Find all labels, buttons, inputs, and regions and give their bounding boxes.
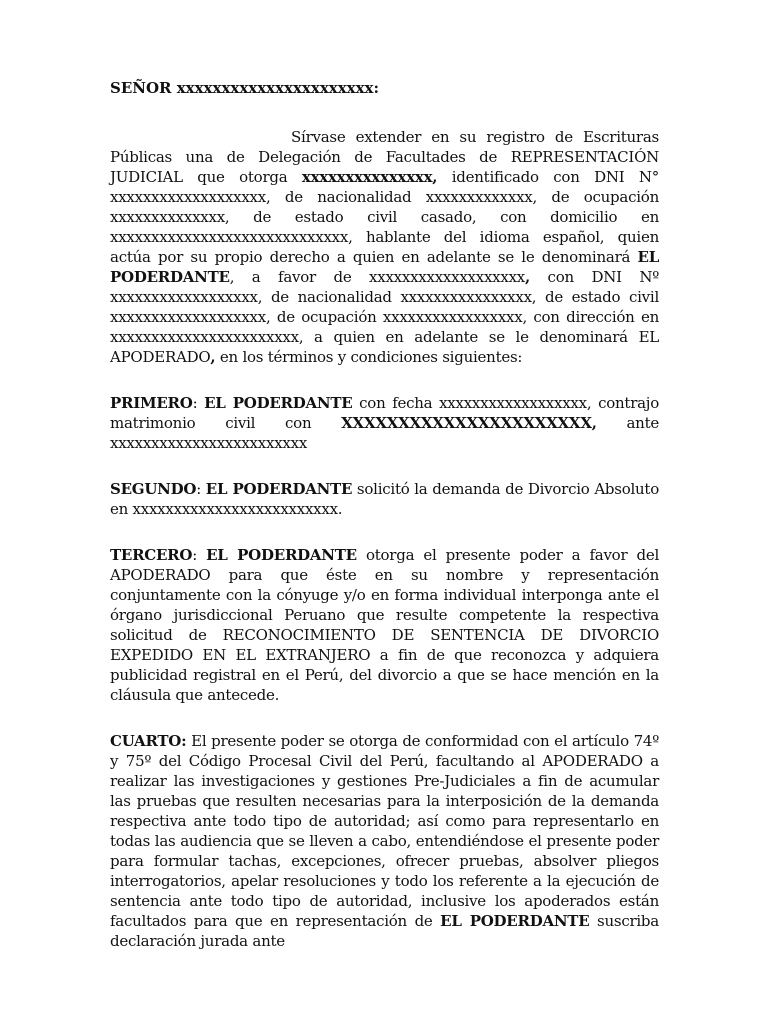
intro-text-5: en los términos y condiciones siguientes: (215, 348, 523, 366)
clause-segundo-party: EL PODERDANTE (205, 480, 353, 498)
clause-tercero-party: EL PODERDANTE (206, 546, 357, 564)
clause-tercero-label: TERCERO (110, 546, 193, 564)
clause-tercero-colon: : (192, 546, 207, 564)
clause-tercero (110, 545, 659, 705)
clause-primero-text-1: con fecha xxxxxxxxxxxxxxxxxx, contrajo matrimonio civil con (110, 394, 659, 432)
clause-cuarto-text-1: El presente poder se otorga de conformidad con el artículo 74º y 75º del Código Procesal Civil del Perú, facultando al APODERADO a realizar las investigaciones y gestiones Pre-Judiciales a fin de acumular las pruebas que resulten necesarias para la interposición de la demanda respectiva ante todo tipo de autoridad; así como para representarlo en todas las audiencia que se lleven a cabo, entendiéndose el presente poder para formular tachas, excepciones, ofrecer pruebas, absolver pliegos interrogatorios, apelar resoluciones y todo los referente a la ejecución de sentencia ante todo tipo de autoridad, inclusive los apoderados están facultados para que en representación de (110, 732, 659, 930)
salutation: SEÑOR xxxxxxxxxxxxxxxxxxxxxx: (110, 79, 380, 97)
intro-text-1: Sírvase extender en su registro de Escrituras Públicas una de Delegación de Facultades de REPRESENTACIÓN JUDICIAL que otorga (110, 128, 659, 186)
grantor-name-bold: xxxxxxxxxxxxxxx, (301, 168, 438, 186)
clause-primero-colon: : (192, 394, 205, 412)
clause-cuarto (110, 731, 659, 951)
clause-tercero-text: otorga el presente poder a favor del APODERADO para que éste en su nombre y representación conjuntamente con la cónyuge y/o en forma individual interponga ante el órgano jurisdiccional Peruano que resulte competente la respectiva solicitud de RECONOCIMIENTO DE SENTENCIA DE DIVORCIO EXPEDIDO EN EL EXTRANJERO a fin de que reconozca y adquiera publicidad registral en el Perú, del divorcio a que se hace mención en la cláusula que antecede. (110, 546, 659, 704)
clause-cuarto-text-2: suscriba declaración jurada ante (110, 912, 659, 950)
clause-primero-text-2: ante xxxxxxxxxxxxxxxxxxxxxxxx (110, 414, 659, 452)
clause-cuarto-party: EL PODERDANTE (440, 912, 590, 930)
poderdante-bold: EL PODERDANTE (110, 248, 659, 286)
intro-text-4: con DNI Nº xxxxxxxxxxxxxxxxxx, de nacionalidad xxxxxxxxxxxxxxxx, de estado civil xxxxxxxxxxxxxxxxxxx, de ocupación xxxxxxxxxxxxxxxxx, con dirección en xxxxxxxxxxxxxxxxxxxxxxx, a quien en adelante se le denominará EL APODERADO (110, 268, 659, 366)
clause-cuarto-label: CUARTO: (110, 732, 187, 750)
document-body (110, 78, 659, 951)
comma-bold-2: , (210, 348, 216, 366)
intro-paragraph (110, 127, 659, 367)
comma-bold-1: , (525, 268, 530, 286)
clause-segundo-colon: : (196, 480, 206, 498)
intro-text-2: identificado con DNI N° xxxxxxxxxxxxxxxxxxx, de nacionalidad xxxxxxxxxxxxx, de ocupación xxxxxxxxxxxxxx, de estado civil casado, con domicilio en xxxxxxxxxxxxxxxxxxxxxxxxxxxxx, hablante del idioma español, quien actúa por su propio derecho a quien en adelante se le denominará (110, 168, 659, 266)
clause-primero (110, 393, 659, 453)
clause-segundo-text: solicitó la demanda de Divorcio Absoluto en xxxxxxxxxxxxxxxxxxxxxxxxx. (110, 480, 659, 518)
clause-segundo (110, 479, 659, 519)
clause-segundo-label: SEGUNDO (110, 480, 197, 498)
clause-primero-party: EL PODERDANTE (204, 394, 353, 412)
clause-primero-label: PRIMERO (110, 394, 193, 412)
intro-text-3: , a favor de xxxxxxxxxxxxxxxxxxx (229, 268, 526, 286)
clause-primero-spouse-bold: XXXXXXXXXXXXXXXXXXXXXX, (341, 414, 597, 432)
